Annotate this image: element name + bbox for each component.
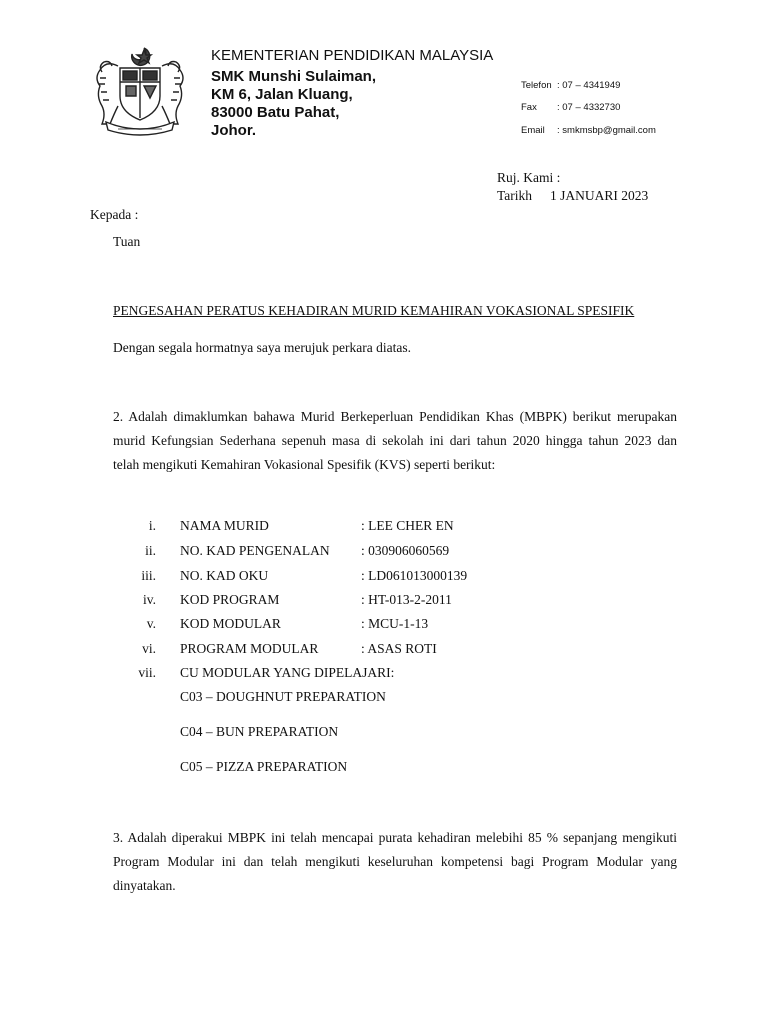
detail-value: : LEE CHER EN <box>361 518 454 533</box>
school-name: SMK Munshi Sulaiman, <box>211 68 377 85</box>
detail-label: KOD MODULAR <box>180 616 281 631</box>
contact-email <box>521 125 656 136</box>
ministry-name: KEMENTERIAN PENDIDIKAN MALAYSIA <box>211 47 494 64</box>
recipient-label: Kepada : <box>90 207 139 222</box>
paragraph-line: 3. Adalah diperakui MBPK ini telah mencapai purata kehadiran melebihi 85 % sepanjang mengikuti <box>113 830 677 845</box>
detail-number: v. <box>146 616 156 631</box>
contact-telephone <box>521 80 620 91</box>
date-label: Tarikh <box>497 188 533 203</box>
detail-number: ii. <box>145 543 156 558</box>
address-line-2: 83000 Batu Pahat, <box>211 104 340 121</box>
module-label: C03 – DOUGHNUT PREPARATION <box>180 689 386 704</box>
detail-label: NAMA MURID <box>180 518 269 533</box>
detail-number: i. <box>148 518 156 533</box>
coat-of-arms-logo <box>88 44 192 136</box>
detail-value: : ASAS ROTI <box>361 641 437 656</box>
address-line-3: Johor. <box>211 122 257 139</box>
detail-value: : 030906060569 <box>361 543 450 558</box>
detail-label: NO. KAD OKU <box>180 568 269 583</box>
contact-label: Email <box>521 125 545 136</box>
detail-label: NO. KAD PENGENALAN <box>180 543 330 558</box>
detail-number: iv. <box>143 592 156 607</box>
contact-value: : 07 – 4341949 <box>557 80 621 91</box>
paragraph-2 <box>113 405 677 477</box>
paragraph-line: Program Modular ini dan telah mengikuti keseluruhan kompetensi bagi Program Modular yang <box>113 854 677 869</box>
date-value: 1 JANUARI 2023 <box>550 188 649 203</box>
detail-label: KOD PROGRAM <box>180 592 280 607</box>
date-line <box>497 189 648 203</box>
module-label: C04 – BUN PREPARATION <box>180 724 339 739</box>
contact-value: : 07 – 4332730 <box>557 102 621 113</box>
detail-label: PROGRAM MODULAR <box>180 641 319 656</box>
contact-label: Telefon <box>521 80 552 91</box>
recipient-name: Tuan <box>113 234 141 249</box>
paragraph-line: 2. Adalah dimaklumkan bahawa Murid Berkeperluan Pendidikan Khas (MBPK) berikut merupakan <box>113 409 677 424</box>
detail-value: : HT-013-2-2011 <box>361 592 452 607</box>
detail-value: : MCU-1-13 <box>361 616 429 631</box>
detail-number: vii. <box>138 665 156 680</box>
paragraph-3 <box>113 826 677 898</box>
reference-number-label: Ruj. Kami : <box>497 170 561 185</box>
paragraph-line: telah mengikuti Kemahiran Vokasional Spesifik (KVS) seperti berikut: <box>113 457 496 472</box>
greeting: Dengan segala hormatnya saya merujuk perkara diatas. <box>113 340 412 355</box>
address-line-1: KM 6, Jalan Kluang, <box>211 86 353 103</box>
detail-number: vi. <box>142 641 156 656</box>
detail-value: : LD061013000139 <box>361 568 468 583</box>
contact-value: : smkmsbp@gmail.com <box>557 125 656 136</box>
contact-label: Fax <box>521 102 537 113</box>
detail-label: CU MODULAR YANG DIPELAJARI: <box>180 665 395 680</box>
paragraph-line: murid Kefungsian Sederhana sepenuh masa di sekolah ini dari tahun 2020 hingga tahun 2023 dan <box>113 433 677 448</box>
letter-subject: PENGESAHAN PERATUS KEHADIRAN MURID KEMAHIRAN VOKASIONAL SPESIFIK <box>113 303 635 318</box>
paragraph-line: dinyatakan. <box>113 878 176 893</box>
detail-number: iii. <box>141 568 156 583</box>
contact-fax <box>521 102 620 113</box>
module-label: C05 – PIZZA PREPARATION <box>180 759 348 774</box>
